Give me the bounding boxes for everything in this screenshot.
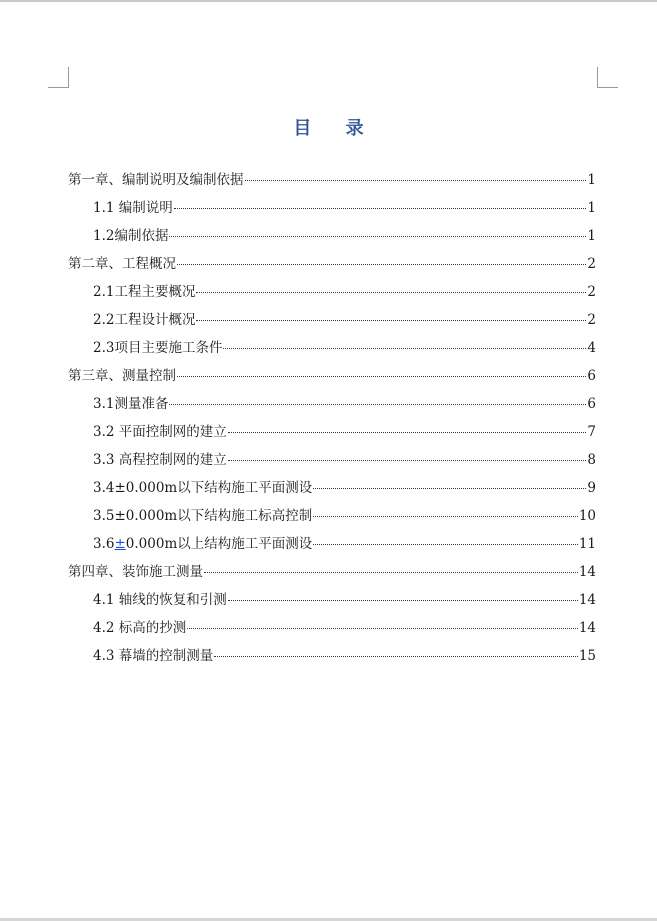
toc-page-number: 6 — [587, 396, 596, 412]
toc-page-number: 7 — [587, 424, 596, 440]
toc-leader-dots — [187, 628, 578, 629]
toc-entry[interactable] — [68, 586, 596, 614]
toc-entry-text: 第三章、测量控制 — [68, 368, 176, 384]
toc-entry-text: 4.3 幕墙的控制测量 — [93, 648, 214, 664]
toc-entry-text: 第四章、装饰施工测量 — [68, 564, 203, 580]
toc-page-number: 10 — [578, 508, 596, 524]
toc-entry[interactable] — [68, 278, 596, 306]
crop-mark-top-left — [48, 67, 69, 88]
toc-entry-text: 1.2编制依据 — [93, 228, 169, 244]
toc-entry-text: 2.1工程主要概况 — [93, 284, 196, 300]
toc-entry-rest: 0.000m以上结构施工平面测设 — [125, 536, 313, 552]
toc-entry[interactable] — [68, 418, 596, 446]
toc-page-number: 11 — [578, 536, 596, 552]
toc-leader-dots — [177, 376, 586, 377]
toc-entry-text: 4.2 标高的抄测 — [93, 620, 187, 636]
toc-leader-dots — [174, 208, 587, 209]
toc-page-number: 1 — [587, 200, 596, 216]
toc-entry-text: 3.5±0.000m以下结构施工标高控制 — [93, 508, 313, 524]
toc-entry[interactable] — [68, 306, 596, 334]
toc-entry-text: 3.4±0.000m以下结构施工平面测设 — [93, 480, 313, 496]
toc-entry-text: 2.2工程设计概况 — [93, 312, 196, 328]
toc-leader-dots — [228, 460, 587, 461]
crop-mark-top-right — [597, 67, 618, 88]
toc-entry-text: 4.1 轴线的恢复和引测 — [93, 592, 227, 608]
toc-entry[interactable] — [68, 530, 596, 558]
toc-entry-text — [93, 530, 312, 558]
toc-entry-text: 3.3 高程控制网的建立 — [93, 452, 227, 468]
toc-page-number: 2 — [587, 284, 596, 300]
toc-leader-dots — [313, 488, 586, 489]
toc-page-number: 9 — [587, 480, 596, 496]
toc-leader-dots — [214, 656, 578, 657]
toc-entry-text: 第一章、编制说明及编制依据 — [68, 172, 244, 188]
toc-entry[interactable] — [68, 390, 596, 418]
toc-page-number: 14 — [578, 620, 596, 636]
plus-minus-hyperlink[interactable]: ± — [114, 536, 126, 552]
toc-title: 目 录 — [293, 118, 378, 139]
toc-entry[interactable] — [68, 558, 596, 586]
toc-leader-dots — [169, 404, 586, 405]
toc-entry[interactable] — [68, 474, 596, 502]
toc-entry[interactable] — [68, 166, 596, 194]
toc-page-number: 8 — [587, 452, 596, 468]
page-top-border — [0, 0, 657, 2]
toc-leader-dots — [204, 572, 578, 573]
toc-leader-dots — [177, 264, 586, 265]
toc-leader-dots — [169, 236, 586, 237]
toc-page-number: 15 — [578, 648, 596, 664]
toc-entry-text: 3.1测量准备 — [93, 396, 169, 412]
toc-page-number: 1 — [587, 228, 596, 244]
toc-page-number: 6 — [587, 368, 596, 384]
toc-leader-dots — [196, 292, 586, 293]
toc-leader-dots — [223, 348, 586, 349]
toc-entry[interactable] — [68, 642, 596, 670]
toc-entry[interactable] — [68, 614, 596, 642]
toc-entry[interactable] — [68, 334, 596, 362]
toc-entry[interactable] — [68, 502, 596, 530]
toc-leader-dots — [313, 516, 578, 517]
toc-leader-dots — [313, 544, 578, 545]
toc-leader-dots — [245, 180, 587, 181]
toc-page-number: 4 — [587, 340, 596, 356]
toc-entry[interactable] — [68, 222, 596, 250]
toc-entry[interactable] — [68, 194, 596, 222]
toc-entry-text: 第二章、工程概况 — [68, 256, 176, 272]
toc-entry[interactable] — [68, 446, 596, 474]
toc-page-number: 2 — [587, 312, 596, 328]
toc-entry-number: 3.6 — [93, 536, 115, 552]
toc-entry-text: 2.3项目主要施工条件 — [93, 340, 223, 356]
toc-entry-text: 1.1 编制说明 — [93, 200, 173, 216]
toc-page-number: 14 — [578, 564, 596, 580]
toc-leader-dots — [228, 432, 587, 433]
toc-page-number: 2 — [587, 256, 596, 272]
table-of-contents — [68, 166, 596, 670]
toc-entry-text: 3.2 平面控制网的建立 — [93, 424, 227, 440]
toc-page-number: 14 — [578, 592, 596, 608]
toc-leader-dots — [196, 320, 586, 321]
toc-leader-dots — [228, 600, 578, 601]
toc-entry[interactable] — [68, 362, 596, 390]
toc-entry[interactable] — [68, 250, 596, 278]
toc-page-number: 1 — [587, 172, 596, 188]
